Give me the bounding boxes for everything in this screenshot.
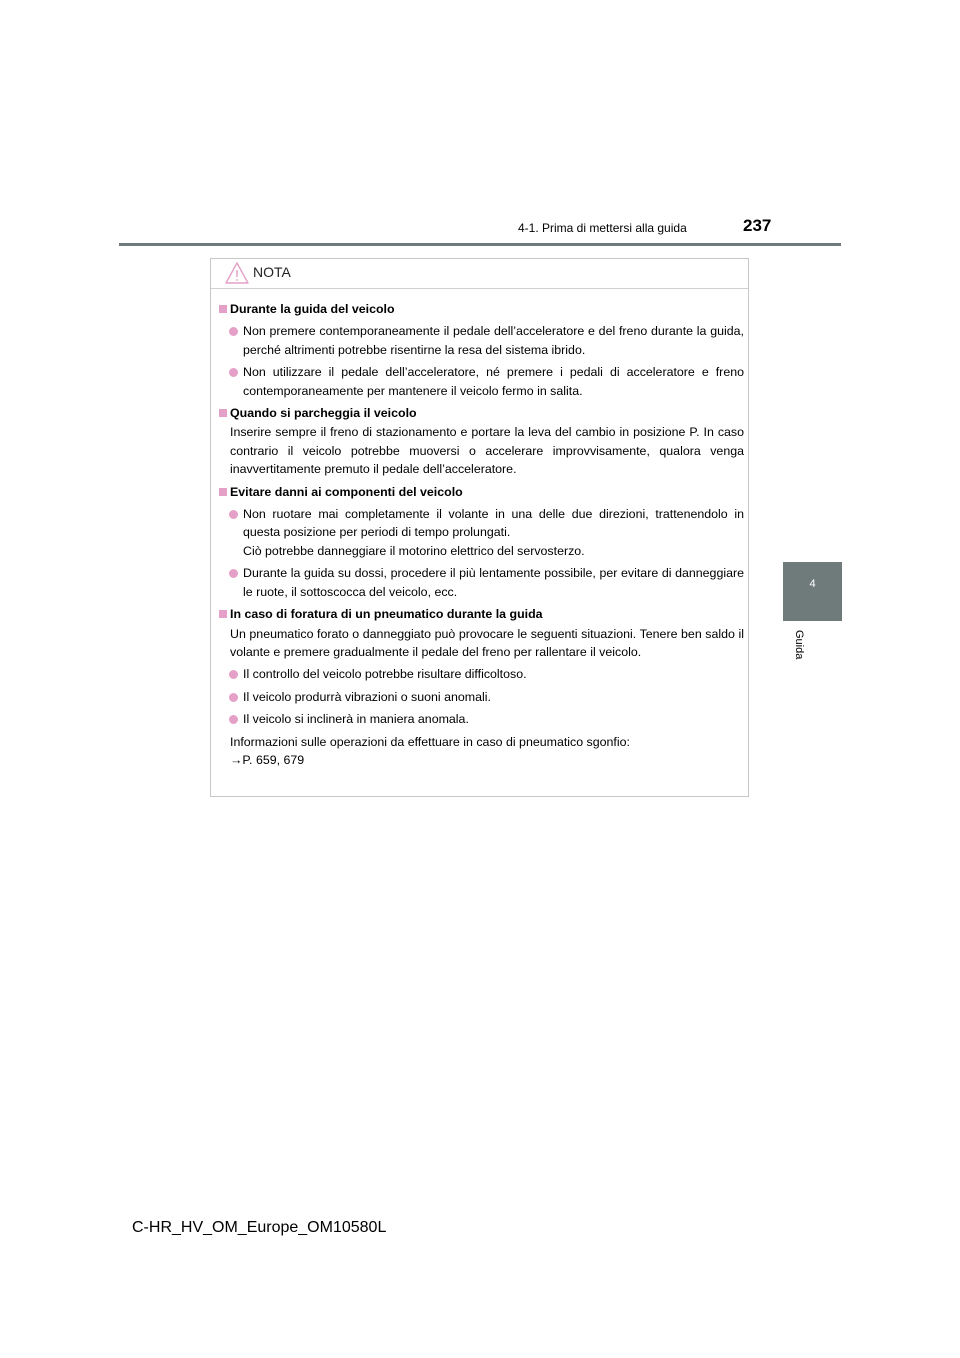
warning-triangle-icon [225,262,249,289]
circle-bullet-icon [229,715,238,724]
bullet-item: Non utilizzare il pedale dell’acceleratore, né premere i pedali di acceleratore e freno contemporaneamente per mantenere il veicolo fermo in salita. [219,363,744,400]
circle-bullet-icon [229,693,238,702]
section-title: 4-1. Prima di mettersi alla guida [518,221,687,235]
notice-title: NOTA [253,264,291,280]
bullet-item: Il veicolo produrrà vibrazioni o suoni anomali. [219,688,744,706]
bullet-item: Durante la guida su dossi, procedere il più lentamente possibile, per evitare di danneggiare le ruote, il sottoscocca del veicolo, ecc. [219,564,744,601]
circle-bullet-icon [229,569,238,578]
notice-header [211,259,748,289]
square-bullet-icon [219,610,227,618]
document-code: C-HR_HV_OM_Europe_OM10580L [132,1219,387,1236]
section-heading: Quando si parcheggia il veicolo [219,404,744,422]
page-reference: →P. 659, 679 [230,752,305,767]
square-bullet-icon [219,488,227,496]
page-number: 237 [743,216,772,235]
bullet-item: Non ruotare mai completamente il volante in una delle due direzioni, trattenendolo in questa posizione per periodi di tempo prolungati. Ciò potrebbe danneggiare il motorino elettrico del servosterzo. [219,505,744,560]
header-divider [119,243,841,246]
section-heading: Evitare danni ai componenti del veicolo [219,483,744,501]
paragraph: Informazioni sulle operazioni da effettuare in caso di pneumatico sgonfio: →P. 659, 679 [230,734,630,767]
chapter-number: 4 [809,578,816,590]
section-heading: In caso di foratura di un pneumatico durante la guida [219,605,744,623]
bullet-item: Il veicolo si inclinerà in maniera anomala. [219,710,744,728]
square-bullet-icon [219,409,227,417]
circle-bullet-icon [229,670,238,679]
square-bullet-icon [219,305,227,313]
notice-box [210,258,749,797]
chapter-label: Guida [793,630,805,660]
section-heading: Durante la guida del veicolo [219,300,744,318]
paragraph: Inserire sempre il freno di stazionamento e portare la leva del cambio in posizione P. In caso contrario il veicolo potrebbe muoversi o accelerare improvvisamente, qualora venga inavvertitamente premuto il pedale dell’acceleratore. [230,425,744,477]
chapter-tab [783,562,842,621]
bullet-item: Il controllo del veicolo potrebbe risultare difficoltoso. [219,665,744,683]
circle-bullet-icon [229,510,238,519]
circle-bullet-icon [229,368,238,377]
paragraph: Un pneumatico forato o danneggiato può provocare le seguenti situazioni. Tenere ben saldo il volante e premere gradualmente il pedale del freno per rallentare il veicolo. [230,626,744,659]
bullet-item: Non premere contemporaneamente il pedale dell’acceleratore e del freno durante la guida, perché altrimenti potrebbe risentirne la resa del sistema ibrido. [219,322,744,359]
notice-body [219,300,744,769]
circle-bullet-icon [229,327,238,336]
